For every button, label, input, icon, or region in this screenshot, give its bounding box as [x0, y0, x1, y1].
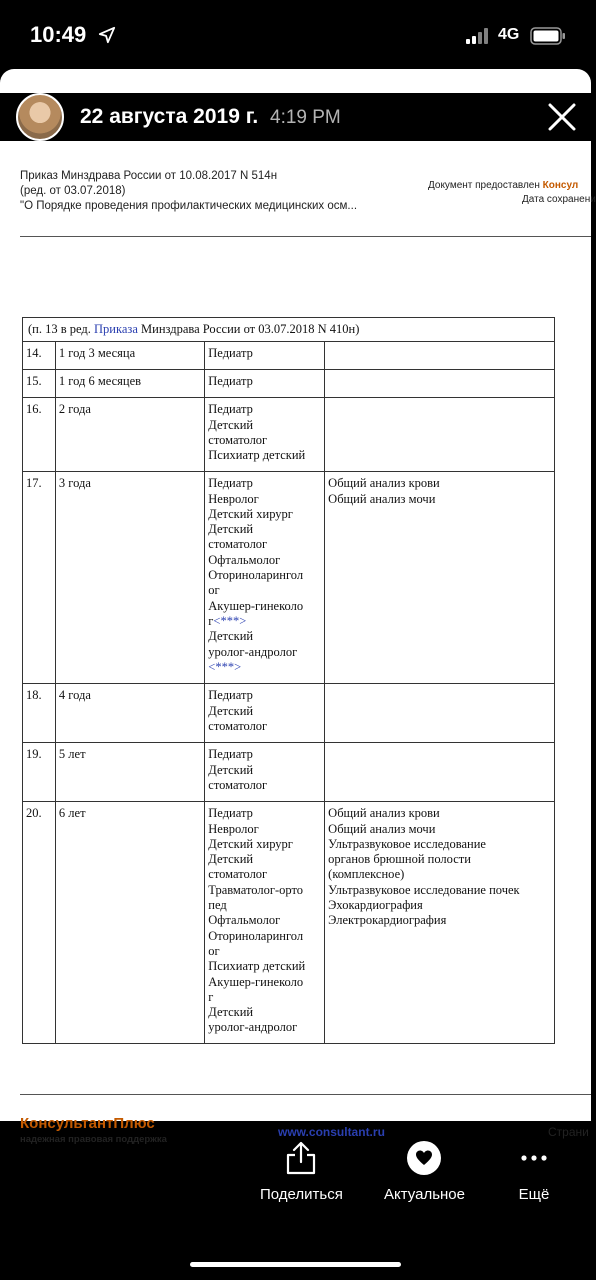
- specialist-text: Педиатр: [208, 806, 253, 821]
- progress-segment: [355, 79, 465, 82]
- specialist-text: стоматолог: [208, 777, 268, 792]
- specialist-text: Педиатр: [208, 747, 253, 762]
- specialist-text: Психиатр детский: [208, 959, 306, 974]
- story-actions: [0, 1140, 591, 1240]
- footnote-link[interactable]: <***>: [213, 613, 247, 628]
- specialist-text: Акушер-гинеколо: [208, 598, 304, 613]
- document-provider: [428, 179, 596, 205]
- examinations-cell: [325, 743, 555, 802]
- row-number-cell: [23, 398, 56, 472]
- specialist-line: [208, 837, 321, 852]
- specialist-line: [208, 583, 321, 598]
- heart-circle-icon: [406, 1140, 442, 1176]
- specialist-text: Оториноларингол: [208, 568, 304, 583]
- row-number: 17.: [26, 476, 42, 491]
- examination-line: Ультразвуковое исследование: [328, 836, 486, 851]
- specialist-line: [208, 704, 321, 719]
- document-title-line: "О Порядке проведения профилактических медицинских осм...: [20, 200, 358, 212]
- header-divider: [20, 236, 591, 237]
- specialist-text: Детский: [208, 417, 254, 432]
- row-number-cell: [23, 472, 56, 684]
- footer-divider: [20, 1094, 591, 1095]
- examination-line: органов брюшной полости: [328, 852, 471, 867]
- examination-line: Общий анализ крови: [328, 476, 440, 491]
- age-cell: [55, 684, 204, 743]
- age-label: 6 лет: [58, 806, 86, 821]
- specialist-text: Педиатр: [208, 476, 253, 491]
- specialist-line: [208, 929, 321, 944]
- row-number-cell: [23, 370, 56, 398]
- progress-segment: [126, 79, 236, 82]
- specialist-line: [208, 763, 321, 778]
- amendment-row: [23, 318, 555, 342]
- examination-line: Общий анализ мочи: [328, 491, 436, 506]
- row-number: 20.: [26, 806, 42, 821]
- provider-brand: Консул: [542, 180, 579, 191]
- cellular-signal-icon: [466, 28, 492, 44]
- specialist-text: Невролог: [208, 821, 259, 836]
- age-cell: [55, 370, 204, 398]
- age-label: 1 год 6 месяцев: [58, 374, 142, 389]
- specialist-line: [208, 747, 321, 762]
- specialist-line: [208, 418, 321, 433]
- specialist-line: [208, 448, 321, 463]
- examinations-cell: [325, 342, 555, 370]
- specialist-line: [208, 537, 321, 552]
- table-row: [23, 398, 555, 472]
- specialist-text: Детский хирург: [208, 836, 293, 851]
- age-label: 4 года: [58, 688, 91, 703]
- story-time: 4:19 PM: [270, 107, 341, 128]
- specialist-text: Педиатр: [208, 374, 253, 389]
- specialist-line: [208, 944, 321, 959]
- specialist-line: [208, 433, 321, 448]
- highlight-button[interactable]: [384, 1140, 465, 1203]
- specialist-line: [208, 568, 321, 583]
- age-label: 2 года: [58, 402, 91, 417]
- row-number: 15.: [26, 374, 42, 389]
- table-row: [23, 472, 555, 684]
- examination-line: Электрокардиография: [328, 913, 447, 928]
- specialist-line: [208, 883, 321, 898]
- specialist-text: г: [208, 989, 214, 1004]
- specialist-text: г: [208, 613, 214, 628]
- age-label: 5 лет: [58, 747, 86, 762]
- row-number: 18.: [26, 688, 42, 703]
- specialist-line: [208, 688, 321, 703]
- amendment-link[interactable]: Приказа: [94, 322, 138, 336]
- age-cell: [55, 802, 204, 1044]
- specialist-line: [208, 553, 321, 568]
- more-label: Ещё: [518, 1186, 550, 1203]
- document-page: [0, 141, 596, 1145]
- specialist-text: Оториноларингол: [208, 928, 304, 943]
- specialist-line: [208, 778, 321, 793]
- table-row: [23, 802, 555, 1044]
- story-date: 22 августа 2019 г.: [80, 105, 259, 128]
- specialist-line: [208, 719, 321, 734]
- specialist-line: [208, 660, 321, 675]
- specialists-cell: [205, 398, 325, 472]
- specialist-text: Психиатр детский: [208, 448, 306, 463]
- specialist-line: [208, 476, 321, 491]
- specialist-text: ог: [208, 943, 220, 958]
- specialist-line: [208, 990, 321, 1005]
- specialists-cell: [205, 684, 325, 743]
- row-number-cell: [23, 684, 56, 743]
- table-row: [23, 370, 555, 398]
- amendment-cell: [23, 318, 555, 342]
- specialist-line: [208, 346, 321, 361]
- specialist-line: [208, 867, 321, 882]
- specialist-text: стоматолог: [208, 867, 268, 882]
- specialist-text: Акушер-гинеколо: [208, 974, 304, 989]
- specialist-text: стоматолог: [208, 432, 268, 447]
- specialist-text: уролог-андролог: [208, 1020, 298, 1035]
- examination-line: (комплексное): [328, 867, 405, 882]
- row-number-cell: [23, 342, 56, 370]
- specialist-line: [208, 959, 321, 974]
- network-type: 4G: [498, 26, 520, 43]
- consultant-tagline: надежная правовая поддержка: [20, 1134, 167, 1145]
- specialist-line: [208, 507, 321, 522]
- amendment-prefix: (п. 13 в ред.: [28, 322, 94, 336]
- specialist-text: Невролог: [208, 491, 259, 506]
- specialist-line: [208, 822, 321, 837]
- age-cell: [55, 472, 204, 684]
- specialist-line: [208, 852, 321, 867]
- specialist-text: Травматолог-орто: [208, 882, 304, 897]
- document-title: [20, 169, 410, 214]
- specialist-line: [208, 629, 321, 644]
- specialist-text: Офтальмолог: [208, 913, 281, 928]
- table-row: [23, 743, 555, 802]
- progress-segment: [12, 79, 122, 82]
- save-date-label: Дата сохранени: [522, 194, 596, 205]
- story-card[interactable]: [0, 69, 596, 1145]
- specialist-line: [208, 1020, 321, 1035]
- progress-segment: [469, 79, 579, 82]
- specialist-line: [208, 913, 321, 928]
- specialist-line: [208, 614, 321, 629]
- examinations-cell: [325, 802, 555, 1044]
- specialist-text: Детский: [208, 1005, 254, 1020]
- specialist-text: Педиатр: [208, 688, 253, 703]
- age-label: 1 год 3 месяца: [58, 346, 136, 361]
- specialist-text: уролог-андролог: [208, 644, 298, 659]
- more-button[interactable]: [518, 1140, 550, 1203]
- status-bar: [0, 0, 591, 70]
- amendment-suffix: Минздрава России от 03.07.2018 N 410н): [137, 322, 360, 336]
- avatar[interactable]: [16, 93, 64, 141]
- row-number: 14.: [26, 346, 42, 361]
- specialist-text: Педиатр: [208, 402, 253, 417]
- examination-line: Ультразвуковое исследование почек: [328, 882, 520, 897]
- table-row: [23, 684, 555, 743]
- examinations-cell: [325, 398, 555, 472]
- age-cell: [55, 398, 204, 472]
- row-number: 16.: [26, 402, 42, 417]
- home-indicator[interactable]: [190, 1262, 401, 1267]
- examinations-cell: [325, 472, 555, 684]
- specialist-line: [208, 402, 321, 417]
- page-label: Страни: [548, 1125, 589, 1139]
- location-arrow-icon: [98, 26, 116, 44]
- specialist-text: ог: [208, 583, 220, 598]
- specialists-cell: [205, 743, 325, 802]
- specialist-text: стоматолог: [208, 718, 268, 733]
- age-cell: [55, 743, 204, 802]
- specialist-line: [208, 522, 321, 537]
- examinations-cell: [325, 684, 555, 743]
- consultant-logo: КонсультантПлюс: [20, 1115, 155, 1132]
- specialists-cell: [205, 342, 325, 370]
- examination-table: [22, 317, 555, 1044]
- specialist-text: Детский: [208, 522, 254, 537]
- specialist-line: [208, 374, 321, 389]
- specialist-line: [208, 645, 321, 660]
- age-cell: [55, 342, 204, 370]
- specialist-text: пед: [208, 898, 227, 913]
- specialist-line: [208, 492, 321, 507]
- footnote-link[interactable]: <***>: [208, 659, 242, 674]
- specialists-cell: [205, 472, 325, 684]
- specialist-text: Детский хирург: [208, 506, 293, 521]
- progress-segment: [240, 79, 350, 82]
- specialist-text: Детский: [208, 629, 254, 644]
- row-number: 19.: [26, 747, 42, 762]
- row-number-cell: [23, 743, 56, 802]
- more-dots-icon: [518, 1140, 550, 1176]
- specialist-text: стоматолог: [208, 537, 268, 552]
- specialists-cell: [205, 370, 325, 398]
- status-time: 10:49: [30, 22, 87, 47]
- specialist-line: [208, 975, 321, 990]
- specialist-line: [208, 599, 321, 614]
- examination-line: Общий анализ крови: [328, 806, 440, 821]
- share-label: Поделиться: [260, 1186, 343, 1203]
- document-title-line: (ред. от 03.07.2018): [20, 185, 126, 197]
- specialist-text: Детский: [208, 703, 254, 718]
- specialist-text: Офтальмолог: [208, 552, 281, 567]
- specialist-text: Детский: [208, 762, 254, 777]
- age-label: 3 года: [58, 476, 91, 491]
- specialist-text: Педиатр: [208, 346, 253, 361]
- share-icon: [284, 1140, 318, 1176]
- specialist-line: [208, 1005, 321, 1020]
- share-button[interactable]: [260, 1140, 343, 1203]
- highlight-label: Актуальное: [384, 1186, 465, 1203]
- examination-line: Общий анализ мочи: [328, 821, 436, 836]
- battery-icon: [530, 27, 566, 45]
- row-number-cell: [23, 802, 56, 1044]
- specialist-text: Детский: [208, 852, 254, 867]
- examinations-cell: [325, 370, 555, 398]
- close-icon[interactable]: [546, 101, 578, 133]
- specialists-cell: [205, 802, 325, 1044]
- story-progress: [12, 79, 579, 82]
- provider-prefix: Документ предоставлен: [428, 180, 543, 191]
- table-row: [23, 342, 555, 370]
- document-title-line: Приказ Минздрава России от 10.08.2017 N 514н: [20, 170, 278, 182]
- specialist-line: [208, 806, 321, 821]
- consultant-site-link[interactable]: www.consultant.ru: [278, 1125, 385, 1139]
- specialist-line: [208, 898, 321, 913]
- examination-line: Эхокардиография: [328, 898, 423, 913]
